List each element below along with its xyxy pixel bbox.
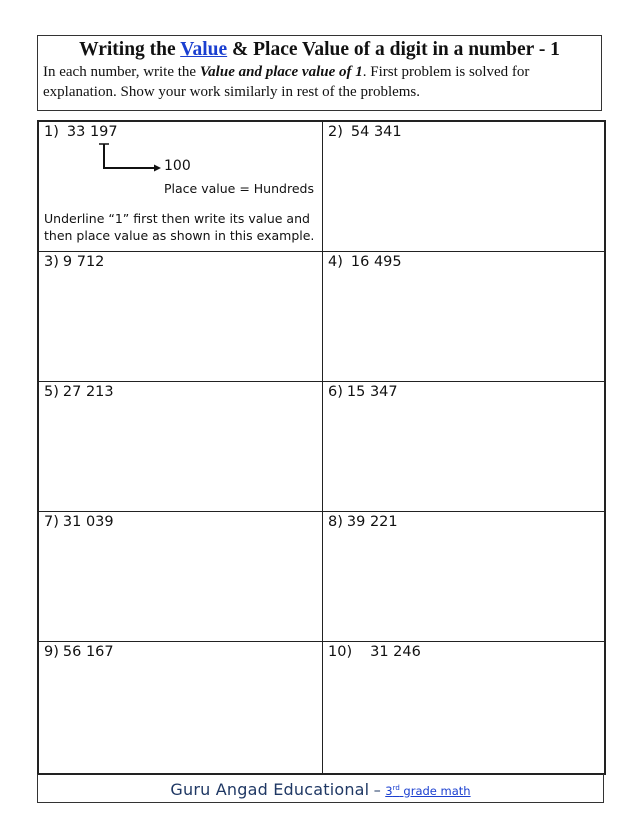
- problem-value: 39 221: [346, 514, 398, 530]
- title-suffix: & Place Value of a digit in a number - 1: [227, 39, 560, 60]
- problem-number: 10): [328, 644, 353, 660]
- problem-value: 33 197: [66, 124, 118, 140]
- instructions-prefix: In each number, write the: [43, 64, 200, 80]
- problem-number: 8): [328, 514, 343, 530]
- problem-value: 54 341: [350, 124, 402, 140]
- problem-cell-4[interactable]: [323, 252, 604, 382]
- problem-cell-3[interactable]: [39, 252, 323, 382]
- problem-number: 7): [44, 514, 59, 530]
- problem-cell-10[interactable]: [323, 642, 604, 773]
- grade-number: 3: [385, 783, 393, 798]
- problem-cell-7[interactable]: [39, 512, 323, 642]
- problem-value: 27 213: [62, 384, 114, 400]
- brand-name: Guru Angad Educational: [170, 779, 370, 799]
- problem-grid: [37, 120, 606, 775]
- problem-number: 5): [44, 384, 59, 400]
- grade-suffix: rd: [392, 784, 400, 792]
- problem-number: 6): [328, 384, 343, 400]
- problem-value: 15 347: [346, 384, 398, 400]
- grade-text: grade math: [399, 783, 471, 798]
- problem-cell-1[interactable]: [39, 122, 323, 252]
- title-prefix: Writing the: [79, 39, 181, 60]
- worksheet-header: [37, 35, 602, 111]
- problem-value: 56 167: [62, 644, 114, 660]
- footer: [37, 774, 604, 803]
- problem-number: 2): [328, 124, 343, 140]
- grade-link[interactable]: [385, 784, 470, 798]
- problem-number: 9): [44, 644, 59, 660]
- footer-dash: –: [369, 782, 386, 799]
- problem-number: 4): [328, 254, 343, 270]
- example-note: Underline “1” first then write its value and then place value as shown in this example.: [44, 211, 315, 243]
- example-value: 100: [164, 158, 191, 174]
- worksheet-title: [38, 38, 601, 62]
- problem-cell-2[interactable]: [323, 122, 604, 252]
- worked-example: [39, 122, 322, 251]
- problem-value: 9 712: [62, 254, 105, 270]
- problem-cell-9[interactable]: [39, 642, 323, 773]
- instructions: [38, 62, 601, 102]
- problem-cell-6[interactable]: [323, 382, 604, 512]
- value-link[interactable]: Value: [180, 39, 228, 60]
- problem-value: 16 495: [350, 254, 402, 270]
- problem-number: 3): [44, 254, 59, 270]
- problem-value: 31 039: [62, 514, 114, 530]
- example-place-value: Place value = Hundreds: [164, 181, 314, 196]
- problem-value: 31 246: [370, 644, 421, 660]
- instructions-suffix: . First problem is solved for explanation. Show your work similarly in rest of the problems.: [43, 64, 530, 100]
- problem-cell-8[interactable]: [323, 512, 604, 642]
- problem-number: 1): [44, 124, 59, 140]
- problem-cell-5[interactable]: [39, 382, 323, 512]
- instructions-emphasis: Value and place value of 1: [199, 64, 363, 80]
